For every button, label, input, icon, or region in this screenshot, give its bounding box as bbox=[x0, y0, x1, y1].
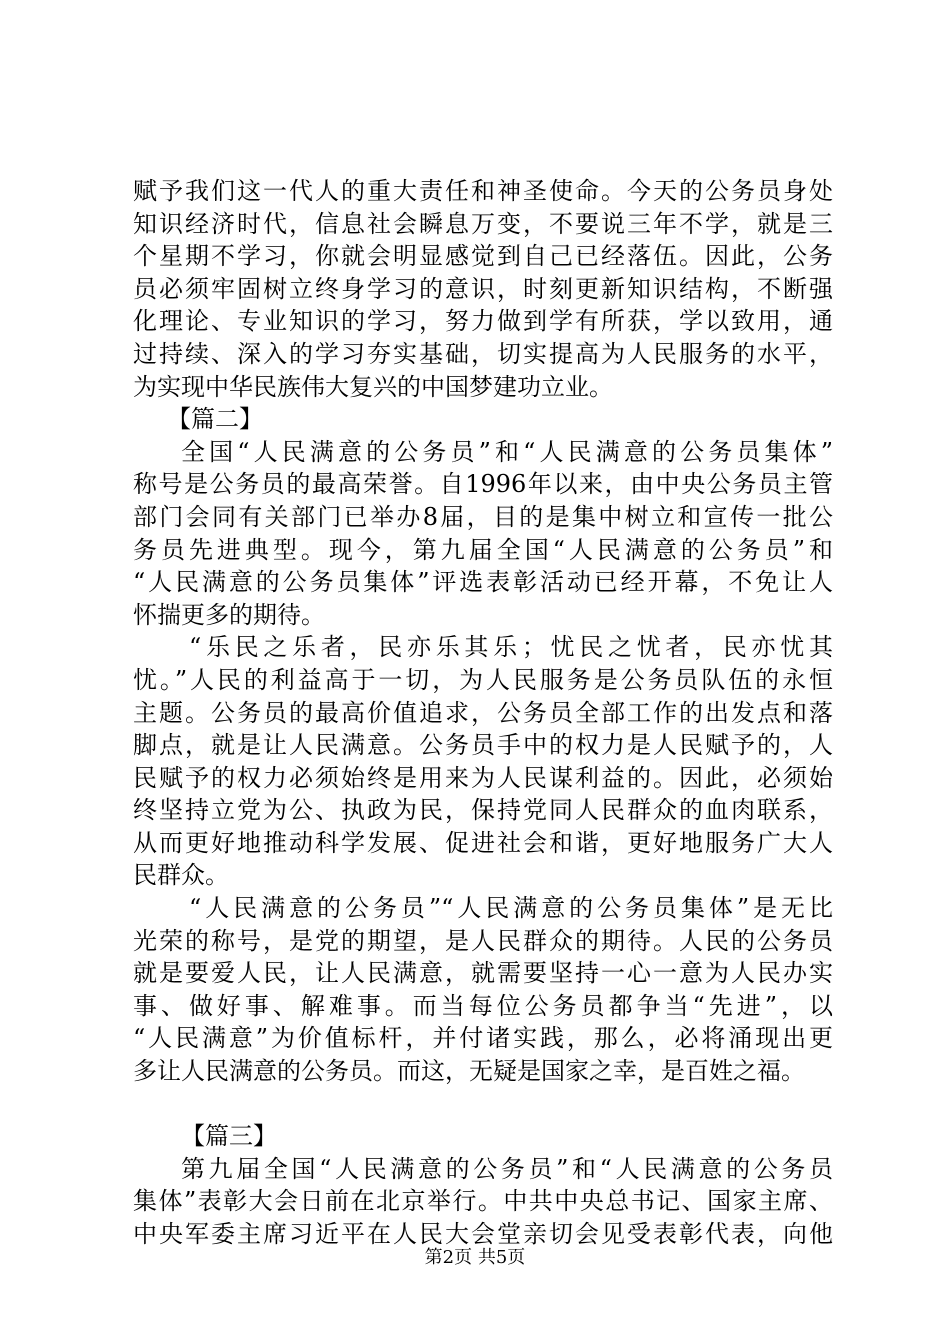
section-heading-3: 【篇三】 bbox=[181, 1122, 277, 1151]
text-line: 民群众。 bbox=[133, 861, 229, 890]
text-line: 忧。”人民的利益高于一切，为人民服务是公务员队伍的永恒 bbox=[133, 665, 833, 694]
paragraph-2b bbox=[133, 631, 833, 892]
text-line: “乐民之乐者，民亦乐其乐；忧民之忧者，民亦忧其 bbox=[189, 633, 833, 662]
text-line: 第九届全国“人民满意的公务员”和“人民满意的公务员 bbox=[181, 1154, 833, 1183]
text-line: 光荣的称号，是党的期望，是人民群众的期待。人民的公务员 bbox=[133, 926, 833, 955]
text-line: “人民满意”为价值标杆，并付诸实践，那么，必将涌现出更 bbox=[133, 1024, 833, 1053]
text-line: 多让人民满意的公务员。而这，无疑是国家之幸，是百姓之福。 bbox=[133, 1057, 805, 1086]
text-line: 怀揣更多的期待。 bbox=[133, 600, 325, 629]
text-line: 称号是公务员的最高荣誉。自1996年以来，由中央公务员主管 bbox=[133, 470, 833, 499]
text-line: 部门会同有关部门已举办8届，目的是集中树立和宣传一批公 bbox=[133, 502, 833, 531]
text-line: 民赋予的权力必须始终是用来为人民谋利益的。因此，必须始 bbox=[133, 763, 833, 792]
paragraph-2a bbox=[133, 436, 833, 632]
text-line: “人民满意的公务员集体”评选表彰活动已经开幕，不免让人 bbox=[133, 568, 833, 597]
text-line: 主题。公务员的最高价值追求，公务员全部工作的出发点和落 bbox=[133, 698, 833, 727]
text-line: 过持续、深入的学习夯实基础，切实提高为人民服务的水平， bbox=[133, 339, 833, 368]
text-line: 赋予我们这一代人的重大责任和神圣使命。今天的公务员身处 bbox=[133, 177, 833, 205]
text-line: 集体”表彰大会日前在北京举行。中共中央总书记、国家主席、 bbox=[133, 1187, 833, 1216]
paragraph-3a bbox=[133, 1153, 833, 1251]
section-heading-2: 【篇二】 bbox=[167, 405, 263, 434]
text-line: 脚点，就是让人民满意。公务员手中的权力是人民赋予的，人 bbox=[133, 731, 833, 760]
text-line: 从而更好地推动科学发展、促进社会和谐，更好地服务广大人 bbox=[133, 828, 833, 857]
text-line: 务员先进典型。现今，第九届全国“人民满意的公务员”和 bbox=[133, 535, 833, 564]
text-line: 就是要爱人民，让人民满意，就需要坚持一心一意为人民办实 bbox=[133, 959, 833, 988]
text-line: 中央军委主席习近平在人民大会堂亲切会见受表彰代表，向他 bbox=[133, 1220, 833, 1248]
text-line: 个星期不学习，你就会明显感觉到自己已经落伍。因此，公务 bbox=[133, 242, 833, 271]
page-footer bbox=[0, 1246, 950, 1270]
paragraph-2c bbox=[133, 892, 833, 1088]
text-line: 员必须牢固树立终身学习的意识，时刻更新知识结构，不断强 bbox=[133, 274, 833, 303]
text-line: 终坚持立党为公、执政为民，保持党同人民群众的血肉联系， bbox=[133, 796, 833, 825]
page-number-label: 第2页 共5页 bbox=[424, 1247, 526, 1268]
paragraph-intro bbox=[133, 175, 833, 403]
blank-line bbox=[133, 1088, 833, 1121]
text-line: 知识经济时代，信息社会瞬息万变，不要说三年不学，就是三 bbox=[133, 209, 833, 238]
text-line: 事、做好事、解难事。而当每位公务员都争当“先进”，以 bbox=[133, 991, 833, 1020]
text-line: “人民满意的公务员”“人民满意的公务员集体”是无比 bbox=[189, 894, 833, 923]
text-line: 化理论、专业知识的学习，努力做到学有所获，学以致用，通 bbox=[133, 307, 833, 336]
document-body bbox=[133, 175, 833, 1251]
text-line: 全国“人民满意的公务员”和“人民满意的公务员集体” bbox=[181, 437, 833, 466]
text-line: 为实现中华民族伟大复兴的中国梦建功立业。 bbox=[133, 372, 613, 401]
